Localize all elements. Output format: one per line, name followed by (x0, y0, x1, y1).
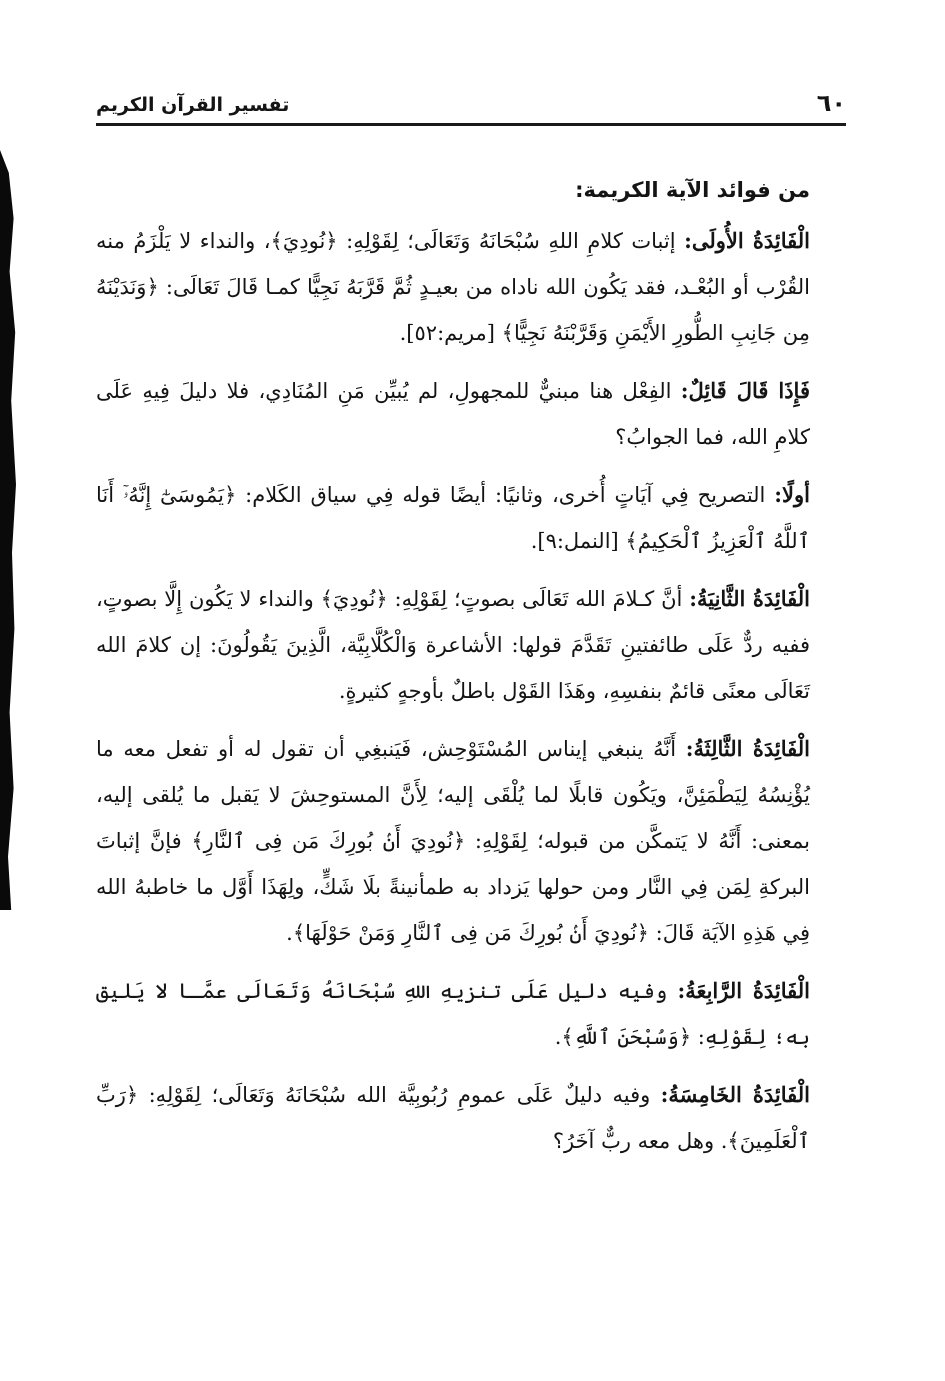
paragraph-benefit-4 (96, 968, 810, 1060)
paragraph-label: فَإِذَا قَالَ قَائِلٌ: (680, 378, 810, 403)
paragraph-benefit-2 (96, 576, 810, 714)
paragraph-label: الْفَائِدَةُ الرَّابِعَةُ: (677, 978, 810, 1003)
paragraph-benefit-5 (96, 1072, 810, 1164)
page-header (96, 88, 846, 126)
scan-edge-shadow (0, 150, 16, 910)
page-body (96, 168, 810, 1176)
paragraph-label: الْفَائِدَةُ الأُولَى: (684, 228, 810, 253)
paragraph-label: الْفَائِدَةُ الثَّانِيَةُ: (689, 586, 810, 611)
paragraph-text: التصريح فِي آيَاتٍ أُخرى، وثانيًا: أيضًا قوله فِي سياق الكَلام: ﴿يَمُوسَىٰٓ إِنَّهُۥٓ أَنَا ٱللَّهُ ٱلْعَزِيزُ ٱلْحَكِيمُ﴾ [النمل:٩]. (96, 483, 810, 553)
paragraph-benefit-1 (96, 218, 810, 356)
paragraph-benefit-3 (96, 726, 810, 956)
paragraph-label: الْفَائِدَةُ الخَامِسَةُ: (660, 1082, 810, 1107)
paragraph-answer (96, 472, 810, 564)
paragraph-label: أولًا: (774, 482, 810, 507)
paragraph-text: وفيه دليلٌ عَلَى عمومِ رُبُوبِيَّة الله سُبْحَانَهُ وَتَعَالَى؛ لِقَوْلِهِ: ﴿رَبِّ ٱلْعَلَمِينَ﴾. وهل معه ربٌّ آخَرُ؟ (96, 1083, 810, 1153)
paragraph-text: أَنَّهُ ينبغي إيناس المُسْتَوْحِش، فَيَنبغِي أن تقول له أو تفعل معه ما يُؤْنِسُهُ لِيَطْمَئِنَّ، ويَكُون قابلًا لما يُلْقَى إليه؛ لِأَنَّ المستوحِشَ لا يَقبل ما يُلقى إليه، بمعنى: أَنَّهُ لا يَتمكَّن من قبوله؛ لِقَوْلِهِ: ﴿نُودِيَ أَنۢ بُورِكَ مَن فِى ٱلنَّارِ﴾ فإنَّ إثباتَ البركةِ لِمَن فِي النَّار ومن حولها يَزداد به طمأنينةً بلَا شَكٍّ، ولِهَذَا أَوَّل ما خاطبهُ الله فِي هَذِهِ الآيَة قَالَ: ﴿نُودِيَ أَنۢ بُورِكَ مَن فِى ٱلنَّارِ وَمَنْ حَوْلَهَا﴾. (96, 737, 810, 945)
page-number: ٦٠ (816, 89, 846, 117)
paragraph-text: إثبات كلامِ اللهِ سُبْحَانَهُ وَتَعَالَى؛ لِقَوْلِهِ: ﴿نُودِيَ﴾، والنداء لا يَلْزَمُ منه القُرْب أو البُعْـد، فقد يَكُون الله ناداه من بعيـدٍ ثُمَّ قَرَّبَهُ نَجِيًّا كمـا قَالَ تَعَالَى: ﴿وَنَدَيْنَهُ مِن جَانِبِ الطُّورِ الأَيْمَنِ وَقَرَّبْنَهُ نَجِيًّا﴾ [مريم:٥٢]. (96, 229, 810, 345)
running-title: تفسير القرآن الكريم (96, 94, 290, 116)
header-rule (96, 123, 846, 126)
section-heading: من فوائد الآية الكريمة: (575, 178, 810, 202)
paragraph-label: الْفَائِدَةُ الثَّالِثَةُ: (685, 736, 810, 761)
paragraph-text: أنَّ كـلامَ الله تَعَالَى بصوتٍ؛ لِقَوْلِهِ: ﴿نُودِيَ﴾ والنداء لا يَكُون إِلَّا بصوتٍ، ففيه ردٌّ عَلَى طائفتينِ تَقَدَّمَ قولها: الأشاعرة وَالْكُلَّابِيَّة، الَّذِينَ يَقُولُونَ: إن كلامَ الله تَعَالَى معنًى قائمٌ بنفسِهِ، وهَذَا القَوْل باطلٌ بأوجهٍ كثيرةٍ. (96, 587, 810, 703)
paragraph-text: وفيه دليل عَلَى تنزيهِ اللهِ سُبْحَانَهُ وَتَعَالَى عمَّـا لا يَليق به؛ لِقَوْلِهِ: ﴿وَسُبْحَنَ ٱللَّهِ﴾. (96, 979, 810, 1049)
paragraph-text: الفِعْل هنا مبنيٌّ للمجهولِ، لم يُبيِّن مَنِ المُنَادِي، فلا دليلَ فِيهِ عَلَى كلامِ الله، فما الجوابُ؟ (96, 379, 810, 449)
paragraph-objection (96, 368, 810, 460)
